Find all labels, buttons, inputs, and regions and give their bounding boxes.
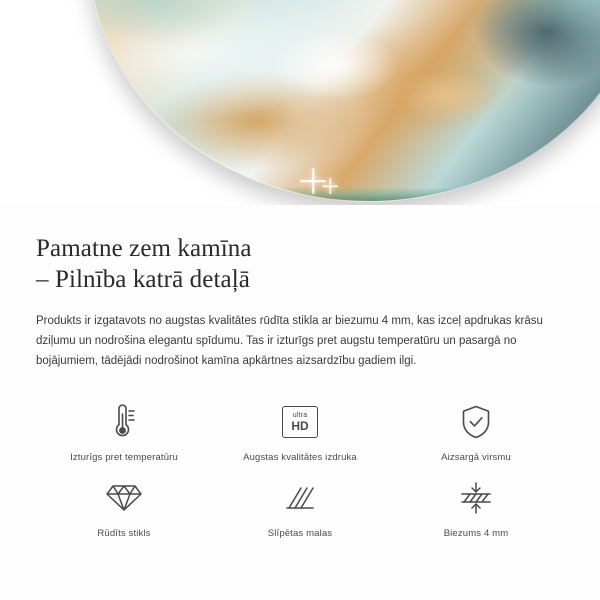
feature-item-print-quality: [212, 401, 388, 463]
ultra-hd-bottom-label: HD: [291, 419, 309, 433]
content-section: [0, 205, 600, 539]
ultra-hd-top-label: ultra: [292, 412, 308, 419]
headline-line-2: – Pilnība katrā detaļā: [36, 266, 250, 293]
feature-grid: [36, 401, 564, 539]
thickness-icon: [457, 477, 495, 519]
product-description-text: Produkts ir izgatavots no augstas kvalitātes rūdīta stikla ar biezumu 4 mm, kas izceļ apdrukas krāsu dziļumu un nodrošina elegantu spīdumu. Tas ir izturīgs pret augstu temperatūru un pasargā no bojājumiem, tādējādi nodrošinot kamīna apkārtnes aizsardzību gadiem ilgi.: [36, 315, 543, 367]
ultra-hd-icon: [282, 401, 318, 443]
marble-swirl-layer-2: [89, 0, 600, 201]
feature-label: Biezums 4 mm: [443, 528, 509, 539]
page-title: [36, 233, 564, 295]
thermometer-icon: [106, 401, 142, 443]
feature-label: Augstas kvalitātes izdruka: [243, 452, 357, 463]
glass-edge-highlight: [89, 187, 600, 201]
feature-label: Aizsargā virsmu: [441, 452, 511, 463]
feature-item-polished-edges: [212, 477, 388, 539]
shield-check-icon: [459, 401, 493, 443]
round-marble-glass-panel: [88, 0, 600, 202]
polished-edges-icon: [282, 477, 318, 519]
hero-image: [0, 0, 600, 205]
feature-item-thickness: [388, 477, 564, 539]
diamond-icon: [105, 477, 143, 519]
feature-label: Izturīgs pret temperatūru: [70, 452, 178, 463]
feature-item-surface-protection: [388, 401, 564, 463]
feature-label: Rūdīts stikls: [97, 528, 151, 539]
feature-label: Slīpētas malas: [267, 528, 333, 539]
headline-line-1: Pamatne zem kamīna: [36, 235, 252, 262]
feature-item-tempered-glass: [36, 477, 212, 539]
feature-item-temperature: [36, 401, 212, 463]
